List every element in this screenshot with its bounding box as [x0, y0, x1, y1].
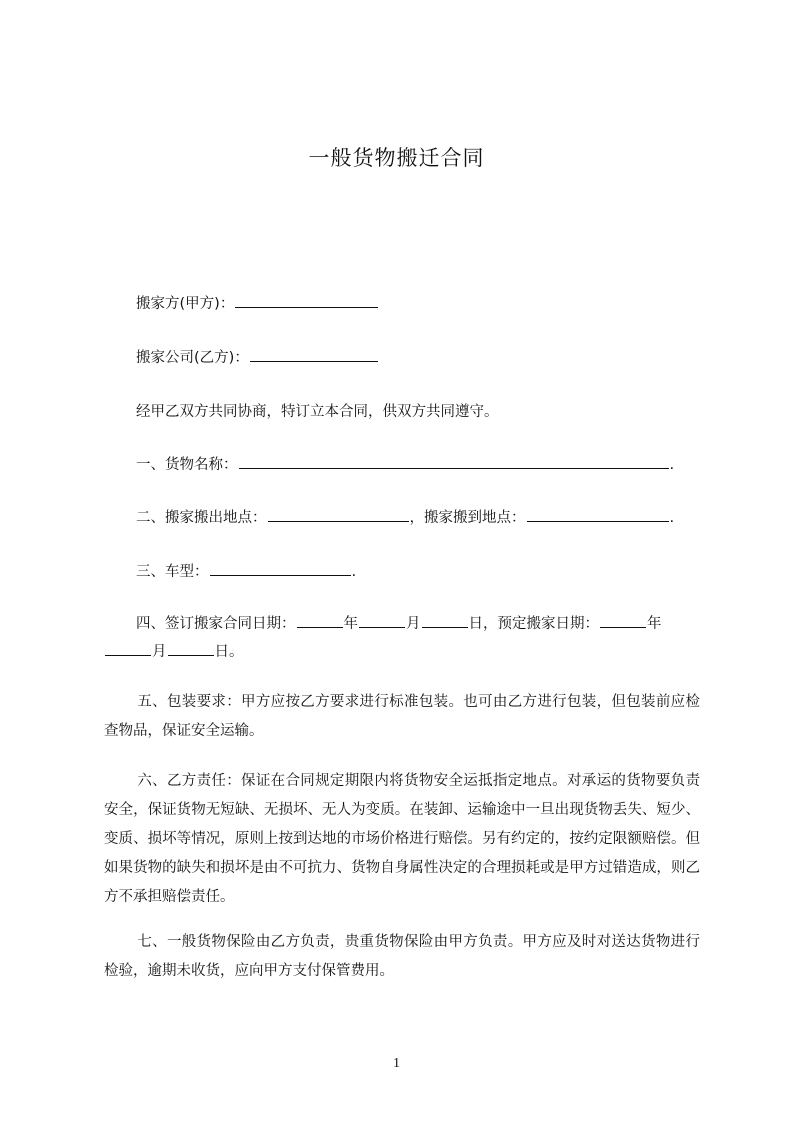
party-a-blank[interactable] [235, 293, 378, 308]
clause-7-text: 七、一般货物保险由乙方负责，贵重货物保险由甲方负责。甲方应及时对送达货物进行检验，逾期未收货，应向甲方支付保管费用。 [104, 934, 700, 979]
clause-2-end: . [669, 510, 675, 526]
month-label-2: 月 [152, 644, 167, 660]
clause-4-line-1 [136, 612, 662, 633]
clause-7 [104, 928, 700, 986]
move-day-blank[interactable] [168, 641, 214, 656]
move-month-blank[interactable] [105, 641, 151, 656]
month-label: 月 [406, 616, 421, 632]
clause-3 [136, 560, 356, 581]
clause-5 [104, 688, 700, 746]
party-a-line [136, 292, 379, 313]
clause-3-end: . [351, 564, 357, 580]
vehicle-type-blank[interactable] [210, 561, 351, 576]
day-label-2: 日。 [214, 644, 244, 660]
year-label-2: 年 [647, 616, 662, 632]
clause-2-label: 二、搬家搬出地点： [136, 510, 267, 526]
clause-1-end: . [669, 457, 675, 473]
sign-month-blank[interactable] [359, 613, 405, 628]
clause-3-label: 三、车型： [136, 564, 209, 580]
party-b-label: 搬家公司(乙方)： [136, 350, 249, 366]
clause-5-text: 五、包装要求：甲方应按乙方要求进行标准包装。也可由乙方进行包装，但包装前应检查物品，保证安全运输。 [104, 694, 700, 739]
clause-4-line-2 [104, 640, 244, 661]
clause-4-label: 四、签订搬家合同日期： [136, 616, 296, 632]
clause-1 [136, 453, 674, 474]
sign-day-blank[interactable] [422, 613, 468, 628]
clause-1-label: 一、货物名称： [136, 457, 238, 473]
year-label: 年 [343, 616, 358, 632]
party-b-blank[interactable] [250, 347, 378, 362]
clause-6 [104, 767, 700, 912]
move-in-location-blank[interactable] [527, 507, 669, 522]
move-year-blank[interactable] [600, 613, 646, 628]
party-b-line [136, 346, 379, 367]
clause-2-mid: ，搬家搬到地点： [409, 510, 526, 526]
document-title: 一般货物搬迁合同 [308, 146, 485, 170]
page-number: 1 [393, 1056, 400, 1071]
clause-2 [136, 506, 674, 527]
move-out-location-blank[interactable] [268, 507, 409, 522]
party-a-label: 搬家方(甲方)： [136, 296, 235, 312]
goods-name-blank[interactable] [239, 454, 669, 469]
sign-year-blank[interactable] [297, 613, 343, 628]
day-label: 日，预定搬家日期： [468, 616, 599, 632]
intro-text: 经甲乙双方共同协商，特订立本合同，供双方共同遵守。 [136, 404, 499, 420]
clause-6-text: 六、乙方责任：保证在合同规定期限内将货物安全运抵指定地点。对承运的货物要负责安全，保证货物无短缺、无损坏、无人为变质。在装卸、运输途中一旦出现货物丢失、短少、变质、损坏等情况，原则上按到达地的市场价格进行赔偿。另有约定的，按约定限额赔偿。但如果货物的缺失和损坏是由不可抗力、货物自身属性决定的合理损耗或是甲方过错造成，则乙方不承担赔偿责任。 [104, 773, 700, 905]
